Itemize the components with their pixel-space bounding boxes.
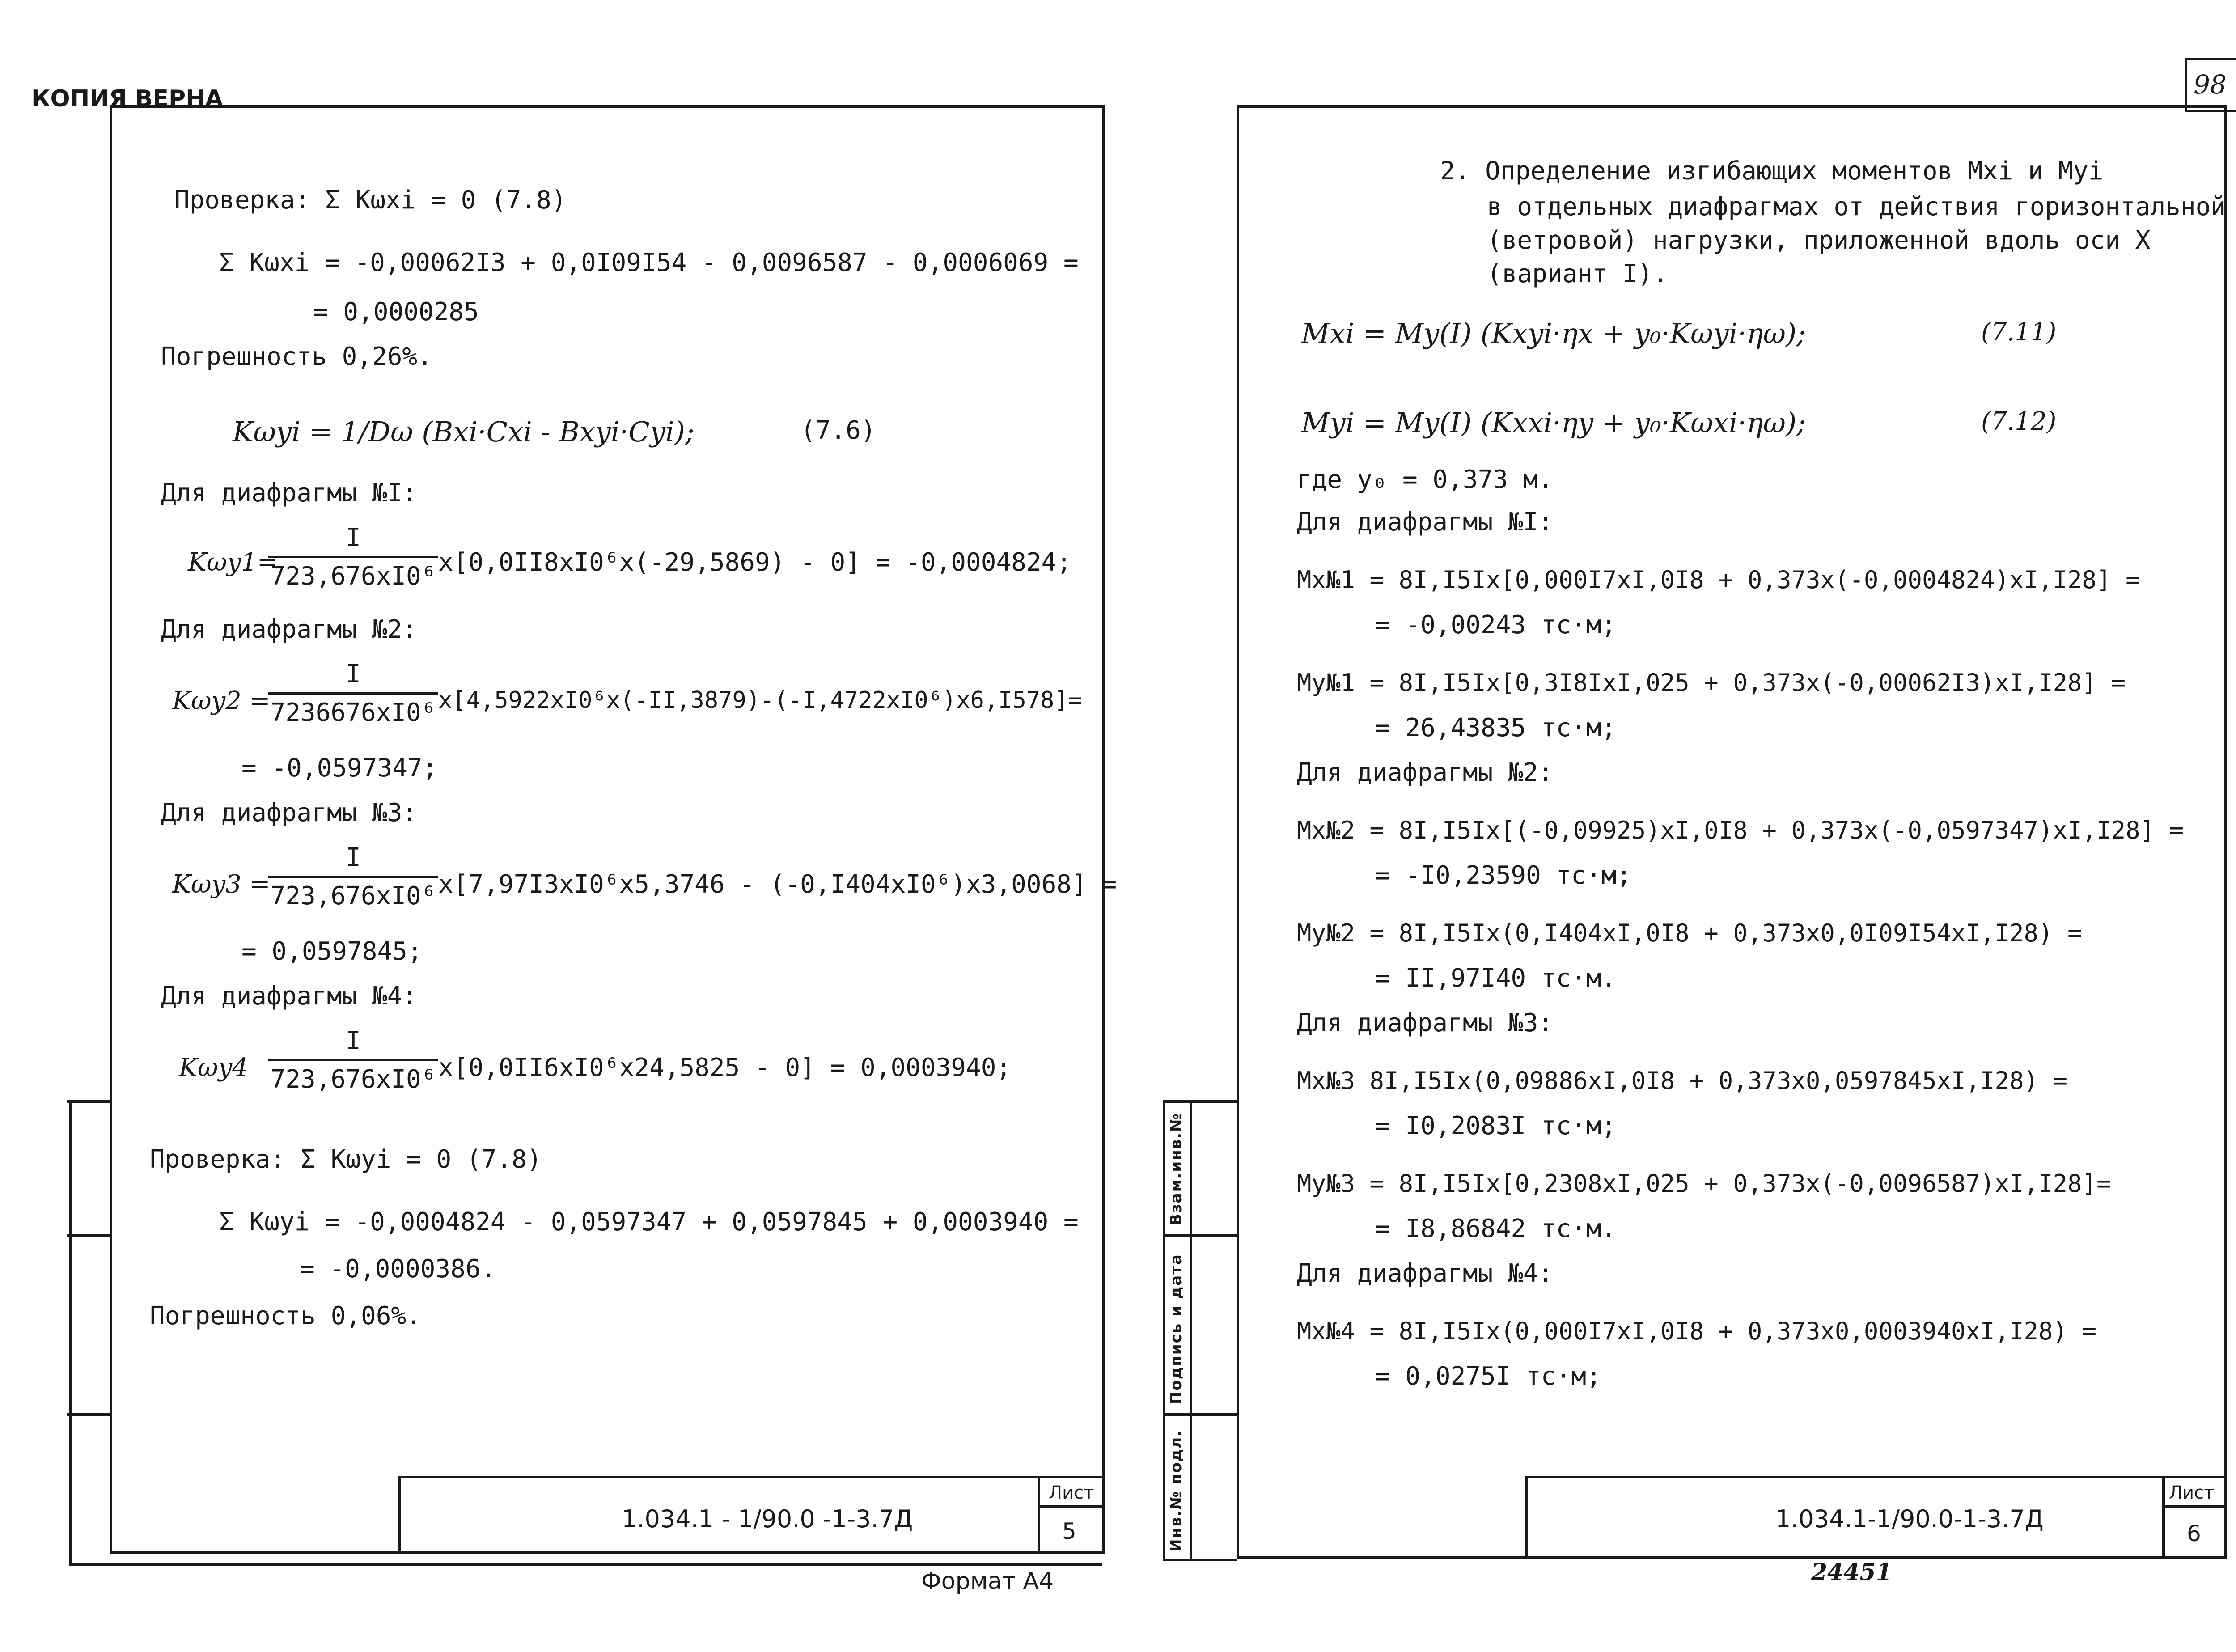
fraction-numerator: I bbox=[346, 523, 361, 552]
formula-number-7-11: (7.11) bbox=[1981, 318, 2057, 347]
kwy1-expression: x[0,0II8xI0⁶x(-29,5869) - 0] = -0,0004824; bbox=[438, 548, 1072, 577]
mx3-result: = I0,2083I тс·м; bbox=[1375, 1111, 1617, 1140]
section-heading-line-3: (ветровой) нагрузки, приложенной вдоль оси X bbox=[1487, 226, 2151, 255]
section-heading: 2. Определение изгибающих моментов Mxi и Myi bbox=[1440, 157, 2104, 186]
mx4-expression: Mx№4 = 8I,I5Ix(0,000I7xI,0I8 + 0,373x0,0003940xI,I28) = bbox=[1297, 1317, 2097, 1345]
fraction-bar bbox=[268, 692, 438, 695]
margin-label-signature: Подпись и дата bbox=[1167, 1254, 1185, 1404]
fraction-numerator: I bbox=[346, 843, 361, 872]
my1-result: = 26,43835 тс·м; bbox=[1375, 713, 1617, 742]
my1-expression: My№1 = 8I,I5Ix[0,3I8IxI,025 + 0,373x(-0,00062I3)xI,I28] = bbox=[1297, 669, 2126, 697]
kwy4-fraction bbox=[268, 1026, 438, 1094]
fraction-denominator: 7236676xI0⁶ bbox=[270, 698, 436, 727]
sum-kwx-result: = 0,0000285 bbox=[313, 297, 479, 326]
kwy1-label: Kωy1= bbox=[188, 548, 278, 577]
sum-kwy-line: Σ Kωyi = -0,0004824 - 0,0597347 + 0,0597845 + 0,0003940 = bbox=[219, 1207, 1079, 1237]
fraction-numerator: I bbox=[346, 660, 361, 689]
fraction-denominator: 723,676xI0⁶ bbox=[270, 881, 436, 911]
my3-result: = I8,86842 тс·м. bbox=[1375, 1214, 1617, 1243]
kwy4-label: Kωy4 bbox=[179, 1053, 248, 1082]
r-diaphragm-1-heading: Для диафрагмы №I: bbox=[1297, 508, 1554, 537]
formula-mxi: Mxi = My(I) (Kxyi·ηx + y₀·Kωyi·ηω); bbox=[1301, 317, 1806, 350]
margin-column-line bbox=[1190, 1100, 1192, 1561]
left-sheet-label: Лист bbox=[1049, 1483, 1094, 1503]
diaphragm-2-heading: Для диафрагмы №2: bbox=[161, 615, 418, 644]
left-sheet-number: 5 bbox=[1062, 1518, 1076, 1544]
formula-myi: Myi = My(I) (Kxxi·ηy + y₀·Kωxi·ηω); bbox=[1301, 407, 1806, 439]
format-label: Формат А4 bbox=[921, 1568, 1054, 1595]
left-sheet-code: 1.034.1 - 1/90.0 -1-3.7Д bbox=[622, 1505, 913, 1533]
error-y: Погрешность 0,06%. bbox=[150, 1301, 421, 1330]
kwy2-expression: x[4,5922xI0⁶x(-II,3879)-(-I,4722xI0⁶)x6,I578]= bbox=[438, 687, 1083, 714]
error-x: Погрешность 0,26%. bbox=[161, 342, 432, 371]
kwy4-expression: x[0,0II6xI0⁶x24,5825 - 0] = 0,0003940; bbox=[438, 1053, 1012, 1082]
section-heading-line-2: в отдельных диафрагмах от действия горизонтальной bbox=[1487, 192, 2226, 221]
r-diaphragm-4-heading: Для диафрагмы №4: bbox=[1297, 1259, 1554, 1288]
kwy2-result: = -0,0597347; bbox=[241, 754, 438, 783]
kwy3-result: = 0,0597845; bbox=[241, 937, 423, 966]
check-heading-x: Проверка: Σ Kωxi = 0 (7.8) bbox=[174, 186, 567, 215]
left-binding-line bbox=[69, 1100, 72, 1565]
margin-column-line bbox=[1163, 1100, 1165, 1561]
diaphragm-1-heading: Для диафрагмы №I: bbox=[161, 479, 418, 508]
right-sheet-box-divider bbox=[2162, 1505, 2227, 1508]
diaphragm-3-heading: Для диафрагмы №3: bbox=[161, 798, 418, 827]
fraction-numerator: I bbox=[346, 1026, 361, 1055]
sum-kwx-line: Σ Kωxi = -0,00062I3 + 0,0I09I54 - 0,0096587 - 0,0006069 = bbox=[219, 248, 1079, 277]
sum-kwy-result: = -0,0000386. bbox=[300, 1254, 496, 1283]
my3-expression: My№3 = 8I,I5Ix[0,2308xI,025 + 0,373x(-0,0096587)xI,I28]= bbox=[1297, 1169, 2111, 1198]
page-number: 98 bbox=[2194, 69, 2227, 100]
r-diaphragm-2-heading: Для диафрагмы №2: bbox=[1297, 758, 1554, 787]
mx1-expression: Mx№1 = 8I,I5Ix[0,000I7xI,0I8 + 0,373x(-0,0004824)xI,I28] = bbox=[1297, 566, 2140, 594]
diaphragm-4-heading: Для диафрагмы №4: bbox=[161, 982, 418, 1011]
margin-column-line bbox=[1163, 1234, 1237, 1237]
right-sheet-code: 1.034.1-1/90.0-1-3.7Д bbox=[1775, 1505, 2044, 1533]
formula-number-7-6: (7.6) bbox=[800, 416, 876, 445]
fraction-denominator: 723,676xI0⁶ bbox=[270, 1065, 436, 1094]
check-heading-y: Проверка: Σ Kωyi = 0 (7.8) bbox=[150, 1145, 542, 1174]
right-sheet-label: Лист bbox=[2169, 1483, 2215, 1503]
copy-stamp: КОПИЯ ВЕРНА bbox=[31, 85, 223, 112]
fraction-bar bbox=[268, 556, 438, 558]
margin-label-replace: Взам.инв.№ bbox=[1167, 1113, 1185, 1225]
left-sheet-box-divider bbox=[1038, 1505, 1105, 1508]
mx2-result: = -I0,23590 тс·м; bbox=[1375, 861, 1632, 890]
fraction-bar bbox=[268, 876, 438, 878]
kwy3-expression: x[7,97I3xI0⁶x5,3746 - (-0,I404xI0⁶)x3,0068] = bbox=[438, 870, 1117, 899]
left-binding-line bbox=[67, 1234, 112, 1237]
kwy1-fraction bbox=[268, 523, 438, 591]
mx1-result: = -0,00243 тс·м; bbox=[1375, 610, 1617, 640]
my2-expression: My№2 = 8I,I5Ix(0,I404xI,0I8 + 0,373x0,0I09I54xI,I28) = bbox=[1297, 919, 2082, 947]
section-heading-line-4: (вариант I). bbox=[1487, 259, 1668, 288]
right-sheet-number: 6 bbox=[2187, 1521, 2201, 1546]
mx4-result: = 0,0275I тс·м; bbox=[1375, 1362, 1601, 1391]
formula-number-7-12: (7.12) bbox=[1981, 407, 2057, 436]
mx3-expression: Mx№3 8I,I5Ix(0,09886xI,0I8 + 0,373x0,0597845xI,I28) = bbox=[1297, 1067, 2068, 1095]
margin-column-line bbox=[1163, 1100, 1237, 1103]
left-sheet-frame bbox=[110, 105, 1105, 1554]
left-binding-line bbox=[67, 1100, 112, 1103]
margin-column-line bbox=[1163, 1413, 1237, 1416]
left-binding-line bbox=[67, 1413, 112, 1416]
kwy3-fraction bbox=[268, 843, 438, 911]
fraction-denominator: 723,676xI0⁶ bbox=[270, 562, 436, 591]
left-binding-line bbox=[69, 1563, 1102, 1566]
y0-definition: где y₀ = 0,373 м. bbox=[1297, 465, 1554, 494]
r-diaphragm-3-heading: Для диафрагмы №3: bbox=[1297, 1008, 1554, 1038]
my2-result: = II,97I40 тс·м. bbox=[1375, 964, 1617, 993]
archive-number: 24451 bbox=[1811, 1559, 1892, 1586]
kwy2-fraction bbox=[268, 660, 438, 727]
kwy3-label: Kωy3 = bbox=[172, 870, 271, 899]
mx2-expression: Mx№2 = 8I,I5Ix[(-0,09925)xI,0I8 + 0,373x(-0,0597347)xI,I28] = bbox=[1297, 816, 2184, 844]
kwy2-label: Kωy2 = bbox=[172, 686, 271, 716]
formula-kwyi: Kωyi = 1/Dω (Bxi·Cxi - Bxyi·Cyi); bbox=[233, 415, 695, 448]
fraction-bar bbox=[268, 1059, 438, 1061]
margin-label-inv: Инв.№ подл. bbox=[1167, 1429, 1185, 1552]
margin-column-line bbox=[1163, 1559, 1237, 1561]
